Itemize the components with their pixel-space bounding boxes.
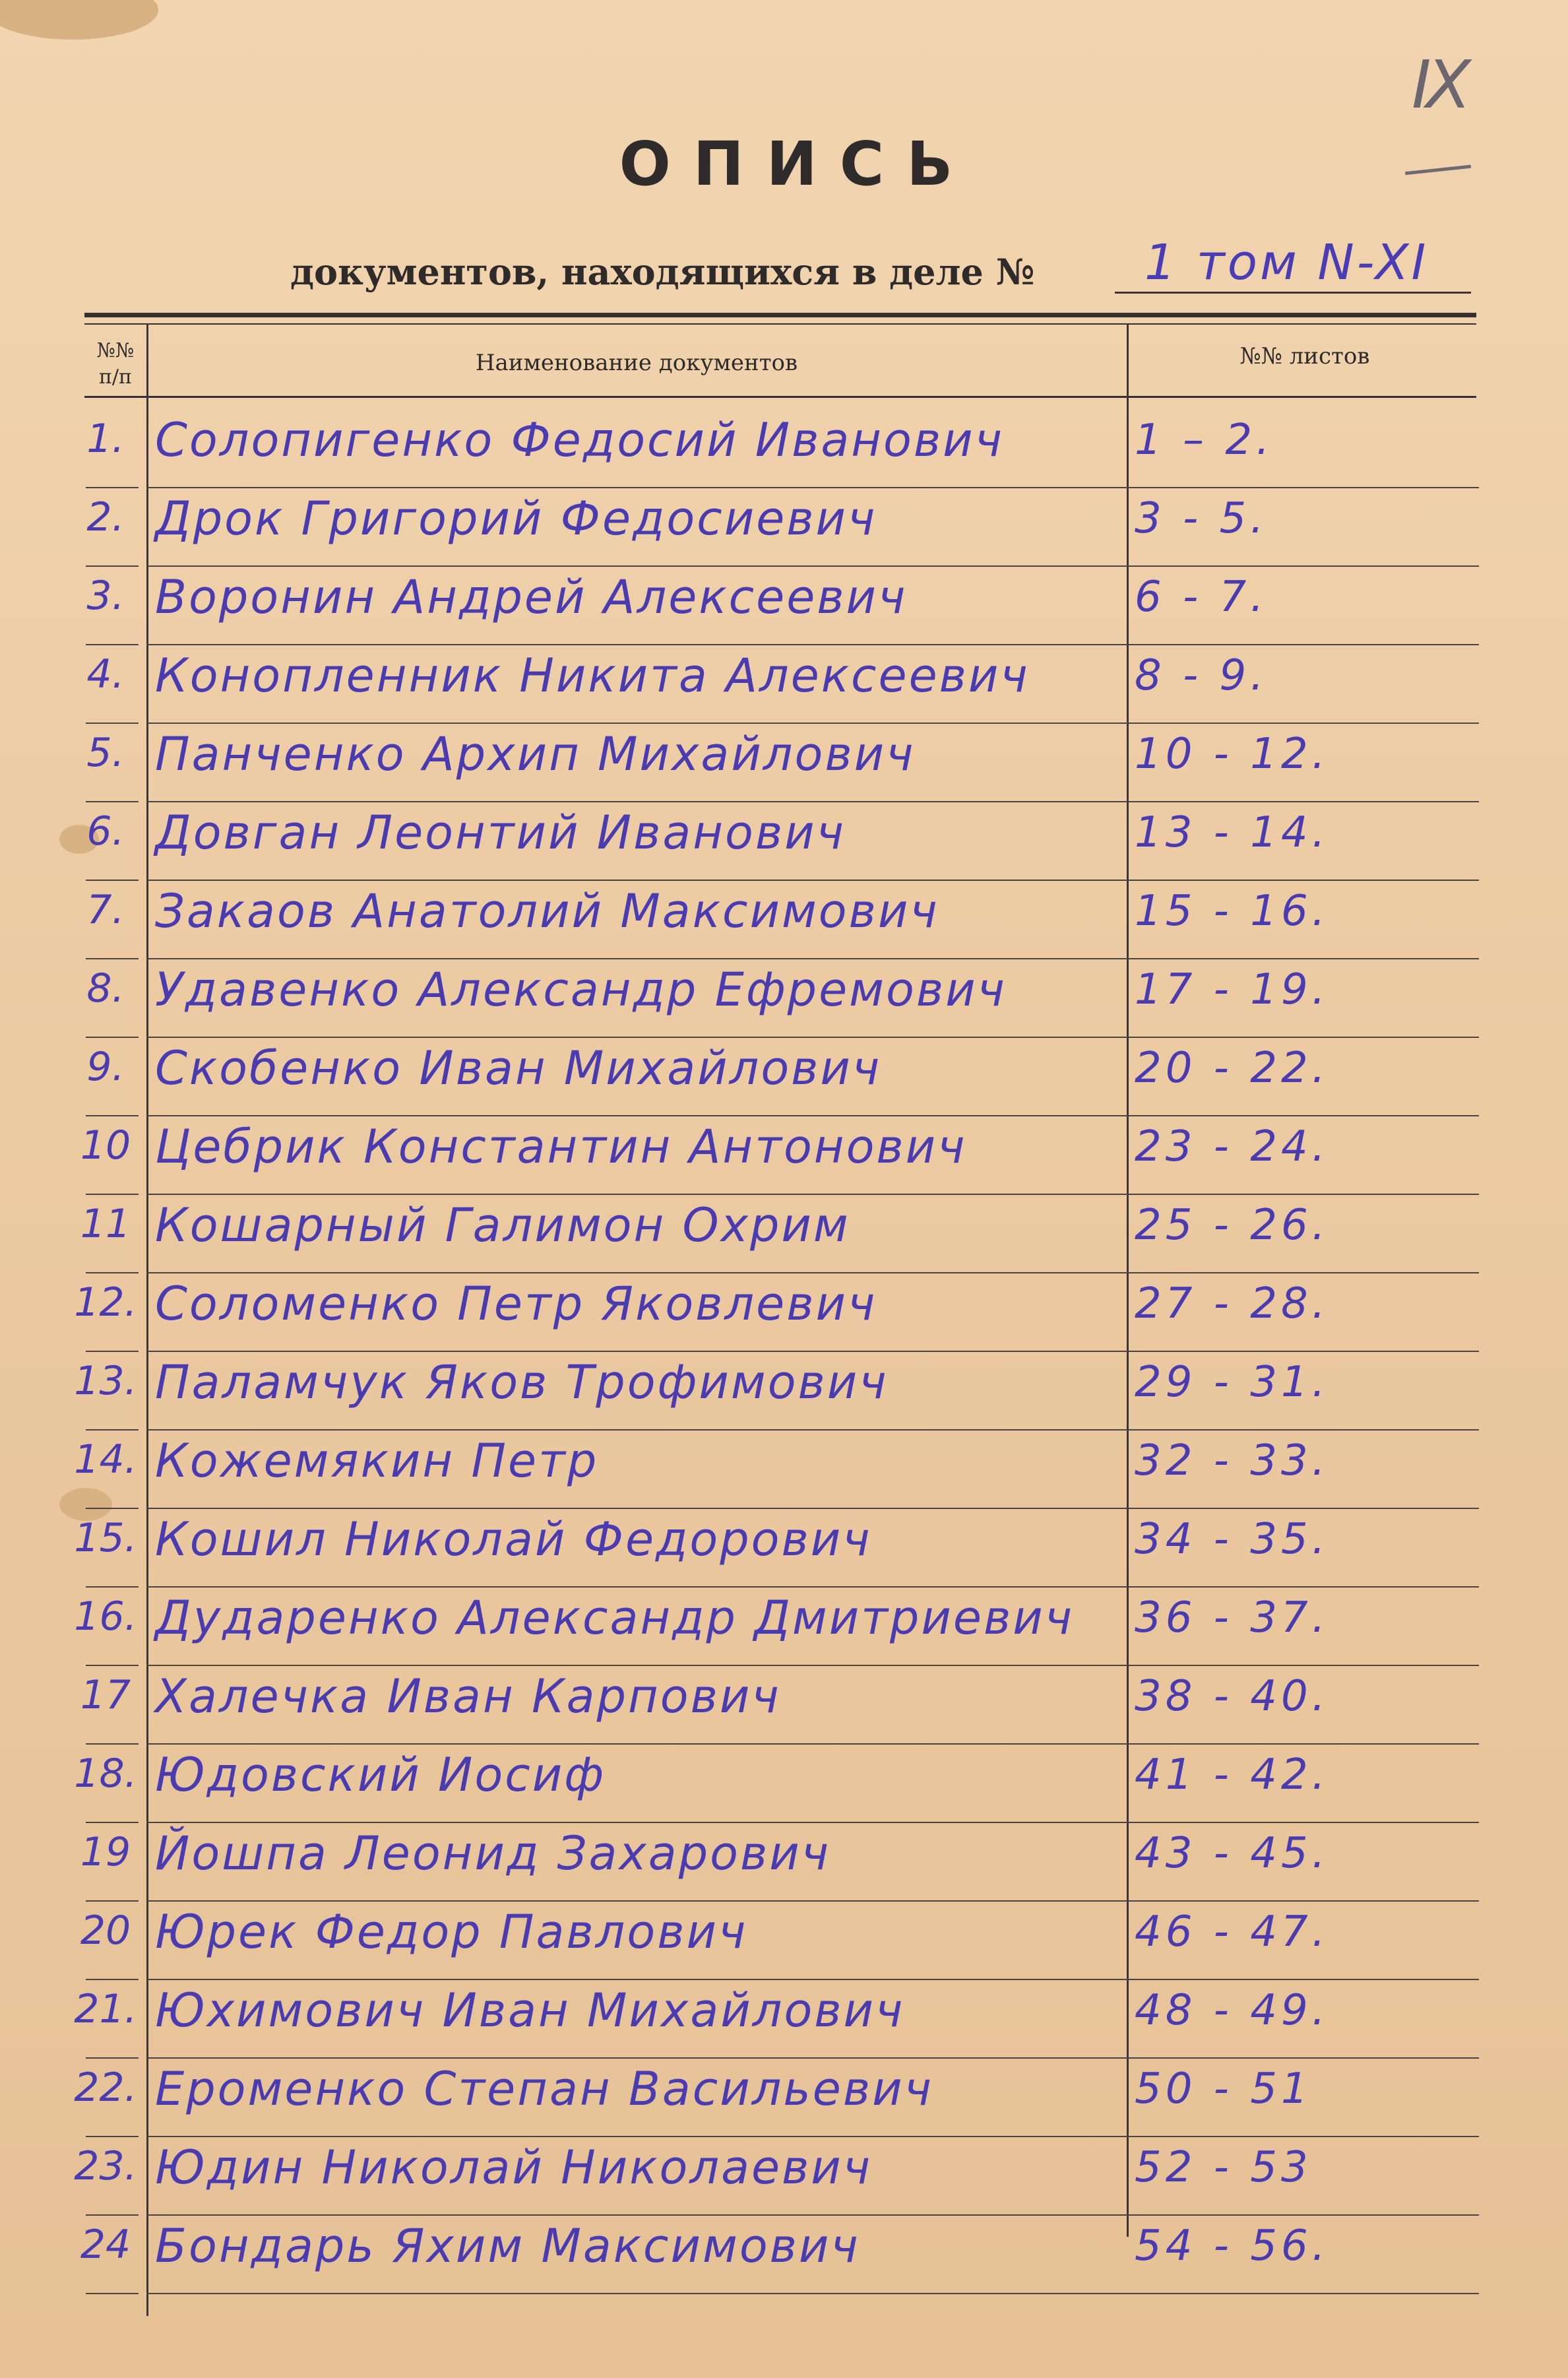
row-number: 19 bbox=[80, 1829, 131, 1875]
row-number-rule bbox=[86, 1900, 139, 1902]
row-rule bbox=[146, 880, 1479, 881]
row-number: 17 bbox=[80, 1672, 131, 1718]
row-rule bbox=[146, 565, 1479, 567]
row-rule bbox=[146, 1194, 1479, 1195]
row-number: 24 bbox=[80, 2222, 131, 2268]
row-document-name: Бондарь Яхим Максимович bbox=[155, 2219, 860, 2273]
page-subtitle: документов, находящихся в деле № bbox=[290, 251, 1035, 293]
row-number: 6. bbox=[86, 808, 125, 854]
row-sheet-range: 52 - 53 bbox=[1135, 2143, 1312, 2192]
row-sheet-range: 3 - 5. bbox=[1135, 494, 1268, 543]
row-number: 4. bbox=[86, 651, 125, 697]
row-number-rule bbox=[86, 880, 139, 881]
row-sheet-range: 8 - 9. bbox=[1135, 651, 1268, 700]
row-document-name: Соломенко Петр Яковлевич bbox=[155, 1277, 877, 1331]
row-rule bbox=[146, 1665, 1479, 1666]
row-rule bbox=[146, 2214, 1479, 2216]
row-number-rule bbox=[86, 801, 139, 802]
row-sheet-range: 13 - 14. bbox=[1135, 808, 1329, 857]
row-rule bbox=[146, 1979, 1479, 1980]
row-sheet-range: 23 - 24. bbox=[1135, 1122, 1329, 1171]
row-sheet-range: 17 - 19. bbox=[1135, 965, 1329, 1014]
row-rule bbox=[146, 1037, 1479, 1038]
row-number: 22. bbox=[74, 2065, 137, 2111]
volume-mark: IX bbox=[1412, 46, 1466, 123]
row-document-name: Кожемякин Петр bbox=[155, 1434, 599, 1488]
case-number-underline bbox=[1115, 292, 1471, 294]
row-number: 11 bbox=[80, 1201, 131, 1247]
row-sheet-range: 25 - 26. bbox=[1135, 1201, 1329, 1250]
row-sheet-range: 27 - 28. bbox=[1135, 1279, 1329, 1328]
row-number: 9. bbox=[86, 1044, 125, 1090]
row-rule bbox=[146, 1900, 1479, 1902]
row-document-name: Кошарный Галимон Охрим bbox=[155, 1198, 850, 1252]
row-document-name: Кошил Николай Федорович bbox=[155, 1512, 872, 1566]
row-document-name: Довган Леонтий Иванович bbox=[155, 806, 846, 860]
row-sheet-range: 43 - 45. bbox=[1135, 1829, 1329, 1878]
row-rule bbox=[146, 1272, 1479, 1273]
row-sheet-range: 34 - 35. bbox=[1135, 1515, 1329, 1564]
row-number: 18. bbox=[74, 1751, 137, 1797]
row-rule bbox=[146, 801, 1479, 802]
row-sheet-range: 10 - 12. bbox=[1135, 730, 1329, 779]
row-number: 8. bbox=[86, 965, 125, 1012]
row-number: 14. bbox=[74, 1436, 137, 1483]
row-number: 5. bbox=[86, 730, 125, 776]
row-document-name: Удавенко Александр Ефремович bbox=[155, 963, 1007, 1017]
row-document-name: Йошпа Леонид Захарович bbox=[155, 1826, 831, 1880]
row-sheet-range: 29 - 31. bbox=[1135, 1358, 1329, 1407]
row-document-name: Воронин Андрей Алексеевич bbox=[155, 570, 908, 624]
row-number-rule bbox=[86, 1272, 139, 1273]
row-rule bbox=[146, 1822, 1479, 1823]
row-rule bbox=[146, 723, 1479, 724]
row-document-name: Юрек Федор Павлович bbox=[155, 1905, 748, 1959]
row-number-rule bbox=[86, 1115, 139, 1116]
row-number: 7. bbox=[86, 887, 125, 933]
row-number-rule bbox=[86, 1351, 139, 1352]
row-number-rule bbox=[86, 565, 139, 567]
torn-corner bbox=[0, 0, 158, 40]
row-number-rule bbox=[86, 1429, 139, 1430]
column-divider-sheets bbox=[1127, 323, 1129, 2237]
row-number-rule bbox=[86, 1822, 139, 1823]
row-document-name: Халечка Иван Карпович bbox=[155, 1669, 781, 1723]
row-sheet-range: 54 - 56. bbox=[1135, 2222, 1329, 2270]
row-document-name: Панченко Архип Михайлович bbox=[155, 727, 916, 781]
row-rule bbox=[146, 1351, 1479, 1352]
row-number: 12. bbox=[74, 1279, 137, 1326]
row-rule bbox=[146, 2293, 1479, 2294]
row-number-rule bbox=[86, 1586, 139, 1588]
row-document-name: Юдин Николай Николаевич bbox=[155, 2140, 873, 2195]
row-document-name: Дударенко Александр Дмитриевич bbox=[155, 1591, 1075, 1645]
row-number: 23. bbox=[74, 2143, 137, 2189]
row-number: 20 bbox=[80, 1908, 131, 1954]
row-number-rule bbox=[86, 2214, 139, 2216]
row-number-rule bbox=[86, 2293, 139, 2294]
row-sheet-range: 6 - 7. bbox=[1135, 573, 1268, 622]
case-number: 1 том N-XI bbox=[1145, 234, 1429, 291]
row-number: 10 bbox=[80, 1122, 131, 1169]
table-top-border-inner bbox=[84, 323, 1476, 325]
row-document-name: Дрок Григорий Федосиевич bbox=[155, 492, 877, 546]
row-number-rule bbox=[86, 487, 139, 488]
row-number-rule bbox=[86, 1037, 139, 1038]
row-rule bbox=[146, 487, 1479, 488]
row-number-rule bbox=[86, 1508, 139, 1509]
row-number-rule bbox=[86, 958, 139, 959]
row-sheet-range: 50 - 51 bbox=[1135, 2065, 1312, 2113]
row-rule bbox=[146, 1743, 1479, 1745]
row-number: 15. bbox=[74, 1515, 137, 1561]
row-number: 1. bbox=[86, 416, 125, 462]
row-sheet-range: 41 - 42. bbox=[1135, 1751, 1329, 1799]
row-rule bbox=[146, 2136, 1479, 2137]
row-rule bbox=[146, 1115, 1479, 1116]
row-document-name: Паламчук Яков Трофимович bbox=[155, 1355, 889, 1409]
row-number: 16. bbox=[74, 1593, 137, 1640]
row-rule bbox=[146, 644, 1479, 645]
column-header-number: №№ п/п bbox=[96, 339, 135, 389]
row-rule bbox=[146, 1429, 1479, 1430]
row-number: 2. bbox=[86, 494, 125, 540]
row-number: 3. bbox=[86, 573, 125, 619]
row-sheet-range: 38 - 40. bbox=[1135, 1672, 1329, 1721]
row-document-name: Конопленник Никита Алексеевич bbox=[155, 649, 1030, 703]
row-document-name: Ероменко Степан Васильевич bbox=[155, 2062, 933, 2116]
row-sheet-range: 48 - 49. bbox=[1135, 1986, 1329, 2035]
row-document-name: Юхимович Иван Михайлович bbox=[155, 1983, 905, 2038]
row-document-name: Закаов Анатолий Максимович bbox=[155, 884, 939, 938]
row-sheet-range: 36 - 37. bbox=[1135, 1593, 1329, 1642]
table-top-border bbox=[84, 313, 1476, 317]
row-number-rule bbox=[86, 1979, 139, 1980]
row-number-rule bbox=[86, 1665, 139, 1666]
column-header-name: Наименование документов bbox=[475, 350, 798, 376]
row-number-rule bbox=[86, 2136, 139, 2137]
row-document-name: Солопигенко Федосий Иванович bbox=[155, 413, 1004, 467]
row-rule bbox=[146, 2057, 1479, 2059]
row-sheet-range: 1 – 2. bbox=[1135, 416, 1274, 465]
row-number-rule bbox=[86, 2057, 139, 2059]
row-number: 21. bbox=[74, 1986, 137, 2032]
row-number-rule bbox=[86, 723, 139, 724]
row-document-name: Цебрик Константин Антонович bbox=[155, 1120, 967, 1174]
row-sheet-range: 46 - 47. bbox=[1135, 1908, 1329, 1956]
row-number-rule bbox=[86, 1194, 139, 1195]
row-number: 13. bbox=[74, 1358, 137, 1404]
row-document-name: Скобенко Иван Михайлович bbox=[155, 1041, 882, 1095]
row-number-rule bbox=[86, 1743, 139, 1745]
table-header-bottom-border bbox=[84, 396, 1476, 398]
row-rule bbox=[146, 958, 1479, 959]
row-sheet-range: 32 - 33. bbox=[1135, 1436, 1329, 1485]
column-header-sheets: №№ листов bbox=[1239, 343, 1370, 370]
row-document-name: Юдовский Иосиф bbox=[155, 1748, 606, 1802]
row-rule bbox=[146, 1586, 1479, 1588]
row-sheet-range: 15 - 16. bbox=[1135, 887, 1329, 936]
row-sheet-range: 20 - 22. bbox=[1135, 1044, 1329, 1093]
row-rule bbox=[146, 1508, 1479, 1509]
row-number-rule bbox=[86, 644, 139, 645]
page-title: ОПИСЬ bbox=[619, 129, 976, 199]
